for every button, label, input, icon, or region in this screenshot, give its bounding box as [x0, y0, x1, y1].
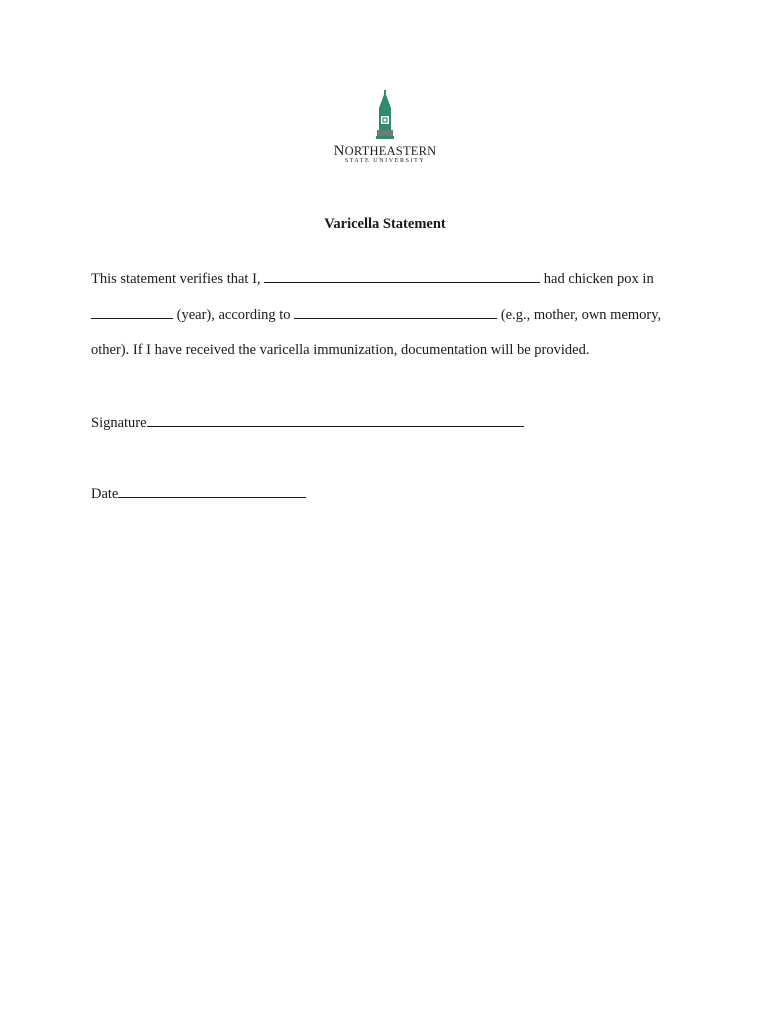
- statement-text-chicken-pox: had chicken pox in: [543, 271, 654, 287]
- document-title: Varicella Statement: [324, 216, 446, 232]
- source-field[interactable]: [294, 306, 497, 319]
- statement-text-year: (year), according to: [176, 307, 291, 323]
- signature-line: [91, 414, 524, 432]
- statement-line-2: [91, 306, 661, 324]
- logo-wordmark: NORTHEASTERN: [333, 143, 437, 159]
- signature-label: Signature: [91, 415, 147, 431]
- year-field[interactable]: [91, 306, 173, 319]
- statement-line-1: [91, 270, 654, 288]
- signature-field[interactable]: [147, 414, 524, 427]
- date-line: [91, 485, 306, 503]
- statement-text-examples: (e.g., mother, own memory,: [500, 307, 662, 323]
- university-logo: [329, 90, 441, 170]
- date-label: Date: [91, 486, 119, 502]
- logo-subtitle: STATE UNIVERSITY: [344, 158, 426, 164]
- name-field[interactable]: [264, 270, 540, 283]
- statement-line-3: other). If I have received the varicella immunization, documentation will be provided.: [91, 342, 590, 358]
- date-field[interactable]: [118, 485, 306, 498]
- clock-tower-icon: [370, 90, 400, 140]
- statement-text-verifies: This statement verifies that I,: [91, 271, 261, 287]
